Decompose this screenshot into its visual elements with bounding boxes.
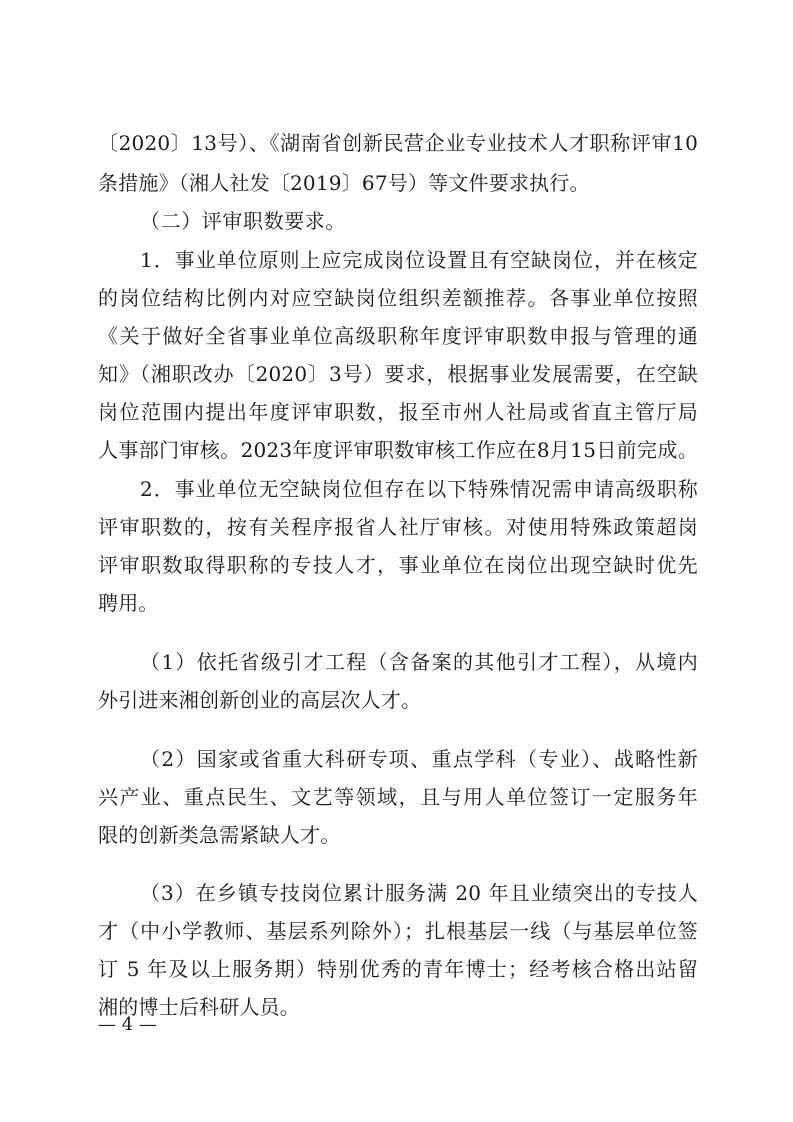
text-line: 1．事业单位原则上应完成岗位设置且有空缺岗位，并在核定 <box>140 248 698 272</box>
section-heading: （二）评审职数要求。 <box>140 209 346 233</box>
text-line: 〔2020〕13号）、《湖南省创新民营企业专业技术人才职称评审10 <box>98 131 698 155</box>
text-line: 2．事业单位无空缺岗位但存在以下特殊情况需申请高级职称 <box>140 477 698 501</box>
text-line: 订 5 年及以上服务期）特别优秀的青年博士；经考核合格出站留 <box>98 957 698 981</box>
text-line: （1）依托省级引才工程（含备案的其他引才工程），从境内 <box>140 650 698 674</box>
text-line: 《关于做好全省事业单位高级职称年度评审职数申报与管理的通 <box>98 324 698 348</box>
text-line: 才（中小学教师、基层系列除外）；扎根基层一线（与基层单位签 <box>98 919 698 943</box>
text-line: 湘的博士后科研人员。 <box>98 995 300 1019</box>
text-line: 评审职数的，按有关程序报省人社厅审核。对使用特殊政策超岗 <box>98 515 698 539</box>
text-line: 的岗位结构比例内对应空缺岗位组织差额推荐。各事业单位按照 <box>98 286 698 310</box>
text-line: 知》（湘职改办〔2020〕3号）要求，根据事业发展需要，在空缺 <box>98 362 698 386</box>
text-line: 外引进来湘创新创业的高层次人才。 <box>98 688 422 712</box>
text-line: （3）在乡镇专技岗位累计服务满 20 年且业绩突出的专技人 <box>140 881 698 905</box>
text-line: 评审职数取得职称的专技人才，事业单位在岗位出现空缺时优先 <box>98 553 698 577</box>
text-line: （2）国家或省重大科研专项、重点学科（专业）、战略性新 <box>140 747 698 771</box>
text-line: 兴产业、重点民生、文艺等领域，且与用人单位签订一定服务年 <box>98 785 698 809</box>
text-line: 人事部门审核。2023年度评审职数审核工作应在8月15日前完成。 <box>98 438 698 462</box>
text-line: 限的创新类急需紧缺人才。 <box>98 823 341 847</box>
text-line: 聘用。 <box>98 591 159 615</box>
text-line: 条措施》（湘人社发〔2019〕67号）等文件要求执行。 <box>98 171 590 195</box>
page-number: — 4 — <box>98 1014 157 1035</box>
text-line: 岗位范围内提出年度评审职数，报至市州人社局或省直主管厅局 <box>98 400 698 424</box>
